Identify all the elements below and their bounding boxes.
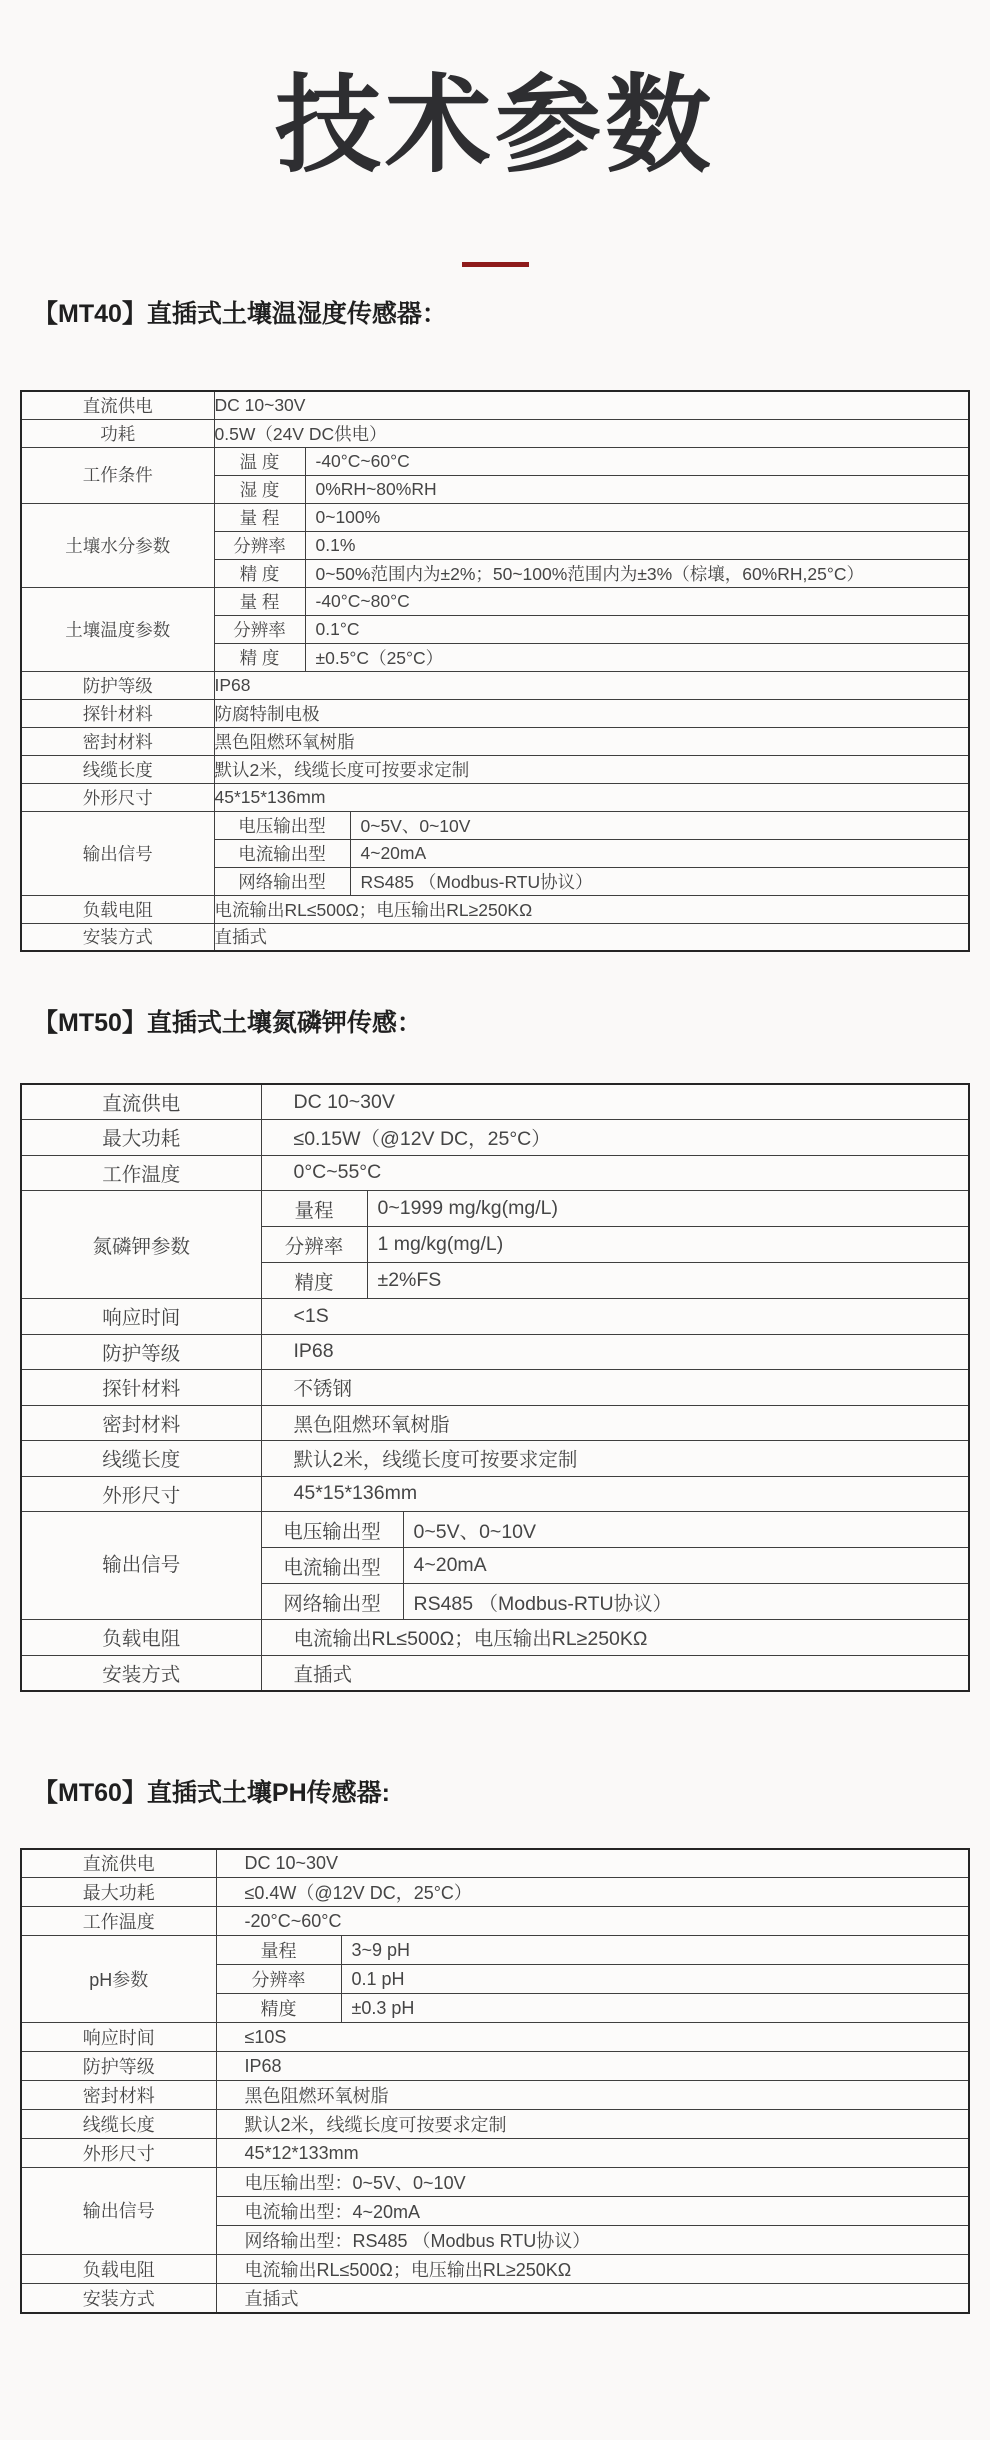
spec-label: pH参数 bbox=[21, 1936, 216, 2023]
mt40-spec-table bbox=[20, 390, 970, 952]
spec-sub-value: RS485 （Modbus-RTU协议） bbox=[413, 1592, 673, 1615]
spec-label: 外形尺寸 bbox=[21, 783, 214, 811]
spec-label: 响应时间 bbox=[21, 1299, 261, 1335]
spec-sub-value: -40°C~60°C bbox=[315, 450, 410, 471]
spec-value: 0°C~55°C bbox=[261, 1155, 969, 1191]
spec-label: 工作温度 bbox=[21, 1155, 261, 1191]
spec-value: 网络输出型：RS485 （Modbus RTU协议） bbox=[216, 2226, 969, 2255]
spec-value: 45*15*136mm bbox=[214, 783, 969, 811]
spec-value: 电流输出RL≤500Ω；电压输出RL≥250KΩ bbox=[216, 2255, 969, 2284]
spec-sub-value: 0~5V、0~10V bbox=[360, 815, 471, 836]
spec-sub-label: 精 度 bbox=[215, 644, 306, 671]
spec-value: 45*12*133mm bbox=[216, 2139, 969, 2168]
spec-label: 防护等级 bbox=[21, 2052, 216, 2081]
spec-sub-value: 3~9 pH bbox=[351, 1939, 411, 1960]
spec-sub-label: 电流输出型 bbox=[215, 840, 351, 867]
spec-label: 线缆长度 bbox=[21, 755, 214, 783]
spec-value: 直插式 bbox=[214, 923, 969, 951]
spec-label: 工作温度 bbox=[21, 1907, 216, 1936]
spec-value: 0.5W（24V DC供电） bbox=[214, 419, 969, 447]
spec-sub-label: 网络输出型 bbox=[215, 868, 351, 895]
spec-sub-value: 0~1999 mg/kg(mg/L) bbox=[377, 1197, 558, 1219]
spec-sub-label: 分辨率 bbox=[262, 1227, 368, 1262]
spec-value: 45*15*136mm bbox=[261, 1476, 969, 1512]
spec-sub-label: 温 度 bbox=[215, 448, 306, 475]
spec-label: 密封材料 bbox=[21, 2081, 216, 2110]
spec-label: 工作条件 bbox=[21, 447, 214, 503]
spec-label: 安装方式 bbox=[21, 923, 214, 951]
spec-value: 默认2米，线缆长度可按要求定制 bbox=[214, 755, 969, 783]
spec-label: 负载电阻 bbox=[21, 2255, 216, 2284]
spec-sub-label: 量 程 bbox=[215, 504, 306, 531]
section-heading-mt60: 【MT60】直插式土壤PH传感器: bbox=[33, 1778, 390, 1807]
spec-sub-value: 0.1°C bbox=[315, 618, 360, 639]
spec-value: 默认2米，线缆长度可按要求定制 bbox=[216, 2110, 969, 2139]
spec-label: 安装方式 bbox=[21, 2284, 216, 2313]
spec-sub-value: 0%RH~80%RH bbox=[315, 478, 437, 499]
spec-label: 响应时间 bbox=[21, 2023, 216, 2052]
spec-value: 电流输出RL≤500Ω；电压输出RL≥250KΩ bbox=[214, 895, 969, 923]
spec-value: 黑色阻燃环氧树脂 bbox=[216, 2081, 969, 2110]
spec-label: 负载电阻 bbox=[21, 895, 214, 923]
section-heading-mt50: 【MT50】直插式土壤氮磷钾传感： bbox=[33, 1009, 422, 1037]
spec-sub-label: 分辨率 bbox=[217, 1965, 342, 1993]
spec-sub-value: 0.1 pH bbox=[351, 1968, 405, 1989]
spec-sub-value: 0~5V、0~10V bbox=[413, 1520, 537, 1543]
spec-value: 电流输出型：4~20mA bbox=[216, 2197, 969, 2226]
spec-value: -20°C~60°C bbox=[216, 1907, 969, 1936]
spec-label: 密封材料 bbox=[21, 727, 214, 755]
spec-sub-label: 分辨率 bbox=[215, 532, 306, 559]
spec-value: ≤0.4W（@12V DC，25°C） bbox=[216, 1878, 969, 1907]
spec-value: <1S bbox=[261, 1299, 969, 1335]
spec-sub-label: 分辨率 bbox=[215, 616, 306, 643]
spec-label: 输出信号 bbox=[21, 811, 214, 895]
spec-label: 直流供电 bbox=[21, 1084, 261, 1120]
spec-label: 土壤水分参数 bbox=[21, 503, 214, 587]
mt50-spec-table bbox=[20, 1083, 970, 1692]
spec-value: ≤10S bbox=[216, 2023, 969, 2052]
section-heading-mt40: 【MT40】直插式土壤温湿度传感器： bbox=[33, 300, 447, 328]
spec-sub-value: -40°C~80°C bbox=[315, 590, 410, 611]
mt60-spec-table bbox=[20, 1848, 970, 2314]
spec-sub-value: 4~20mA bbox=[413, 1554, 487, 1576]
spec-sub-label: 电压输出型 bbox=[262, 1512, 404, 1547]
spec-label: 探针材料 bbox=[21, 1370, 261, 1406]
spec-sub-value: 4~20mA bbox=[360, 842, 427, 863]
spec-label: 安装方式 bbox=[21, 1655, 261, 1691]
spec-sub-value: ±2%FS bbox=[377, 1269, 442, 1291]
spec-label: 密封材料 bbox=[21, 1405, 261, 1441]
spec-sub-label: 电压输出型 bbox=[215, 812, 351, 839]
spec-sub-label: 湿 度 bbox=[215, 476, 306, 503]
spec-value: 电流输出RL≤500Ω；电压输出RL≥250KΩ bbox=[261, 1620, 969, 1656]
spec-label: 直流供电 bbox=[21, 391, 214, 419]
spec-value: IP68 bbox=[214, 671, 969, 699]
spec-label: 负载电阻 bbox=[21, 1620, 261, 1656]
spec-value: IP68 bbox=[261, 1334, 969, 1370]
spec-sub-value: 0.1% bbox=[315, 534, 356, 555]
spec-value: 电压输出型：0~5V、0~10V bbox=[216, 2168, 969, 2197]
title-divider bbox=[462, 262, 529, 267]
spec-sub-value: RS485 （Modbus-RTU协议） bbox=[360, 871, 593, 892]
spec-label: 土壤温度参数 bbox=[21, 587, 214, 671]
spec-sub-label: 电流输出型 bbox=[262, 1548, 404, 1583]
spec-value: 黑色阻燃环氧树脂 bbox=[261, 1405, 969, 1441]
spec-sub-label: 量程 bbox=[217, 1936, 342, 1964]
spec-sub-value: 1 mg/kg(mg/L) bbox=[377, 1233, 504, 1255]
spec-value: 默认2米，线缆长度可按要求定制 bbox=[261, 1441, 969, 1477]
spec-value: IP68 bbox=[216, 2052, 969, 2081]
spec-label: 防护等级 bbox=[21, 1334, 261, 1370]
page-title: 技术参数 bbox=[275, 67, 715, 185]
spec-sub-label: 量 程 bbox=[215, 588, 306, 615]
spec-label: 最大功耗 bbox=[21, 1120, 261, 1156]
spec-page bbox=[0, 60, 990, 2440]
spec-value: ≤0.15W（@12V DC，25°C） bbox=[261, 1120, 969, 1156]
spec-value: 防腐特制电极 bbox=[214, 699, 969, 727]
spec-value: 直插式 bbox=[216, 2284, 969, 2313]
spec-sub-value: ±0.5°C（25°C） bbox=[315, 647, 444, 668]
spec-value: 直插式 bbox=[261, 1655, 969, 1691]
spec-sub-label: 精度 bbox=[262, 1263, 368, 1298]
spec-sub-label: 网络输出型 bbox=[262, 1584, 404, 1619]
spec-label: 防护等级 bbox=[21, 671, 214, 699]
spec-sub-label: 精度 bbox=[217, 1994, 342, 2022]
spec-sub-label: 精 度 bbox=[215, 560, 306, 587]
spec-value: 黑色阻燃环氧树脂 bbox=[214, 727, 969, 755]
spec-label: 氮磷钾参数 bbox=[21, 1191, 261, 1299]
spec-label: 输出信号 bbox=[21, 2168, 216, 2255]
spec-sub-value: 0~100% bbox=[315, 506, 381, 527]
spec-sub-label: 量程 bbox=[262, 1191, 368, 1226]
spec-label: 外形尺寸 bbox=[21, 2139, 216, 2168]
spec-value: DC 10~30V bbox=[216, 1849, 969, 1878]
spec-label: 功耗 bbox=[21, 419, 214, 447]
spec-value: DC 10~30V bbox=[214, 391, 969, 419]
spec-value: 不锈钢 bbox=[261, 1370, 969, 1406]
spec-label: 外形尺寸 bbox=[21, 1476, 261, 1512]
spec-value: DC 10~30V bbox=[261, 1084, 969, 1120]
spec-sub-value: 0~50%范围内为±2%；50~100%范围内为±3%（棕壤，60%RH,25°C） bbox=[315, 563, 864, 584]
spec-label: 最大功耗 bbox=[21, 1878, 216, 1907]
spec-label: 线缆长度 bbox=[21, 2110, 216, 2139]
spec-label: 探针材料 bbox=[21, 699, 214, 727]
spec-label: 直流供电 bbox=[21, 1849, 216, 1878]
spec-sub-value: ±0.3 pH bbox=[351, 1997, 415, 2018]
spec-label: 线缆长度 bbox=[21, 1441, 261, 1477]
spec-label: 输出信号 bbox=[21, 1512, 261, 1620]
